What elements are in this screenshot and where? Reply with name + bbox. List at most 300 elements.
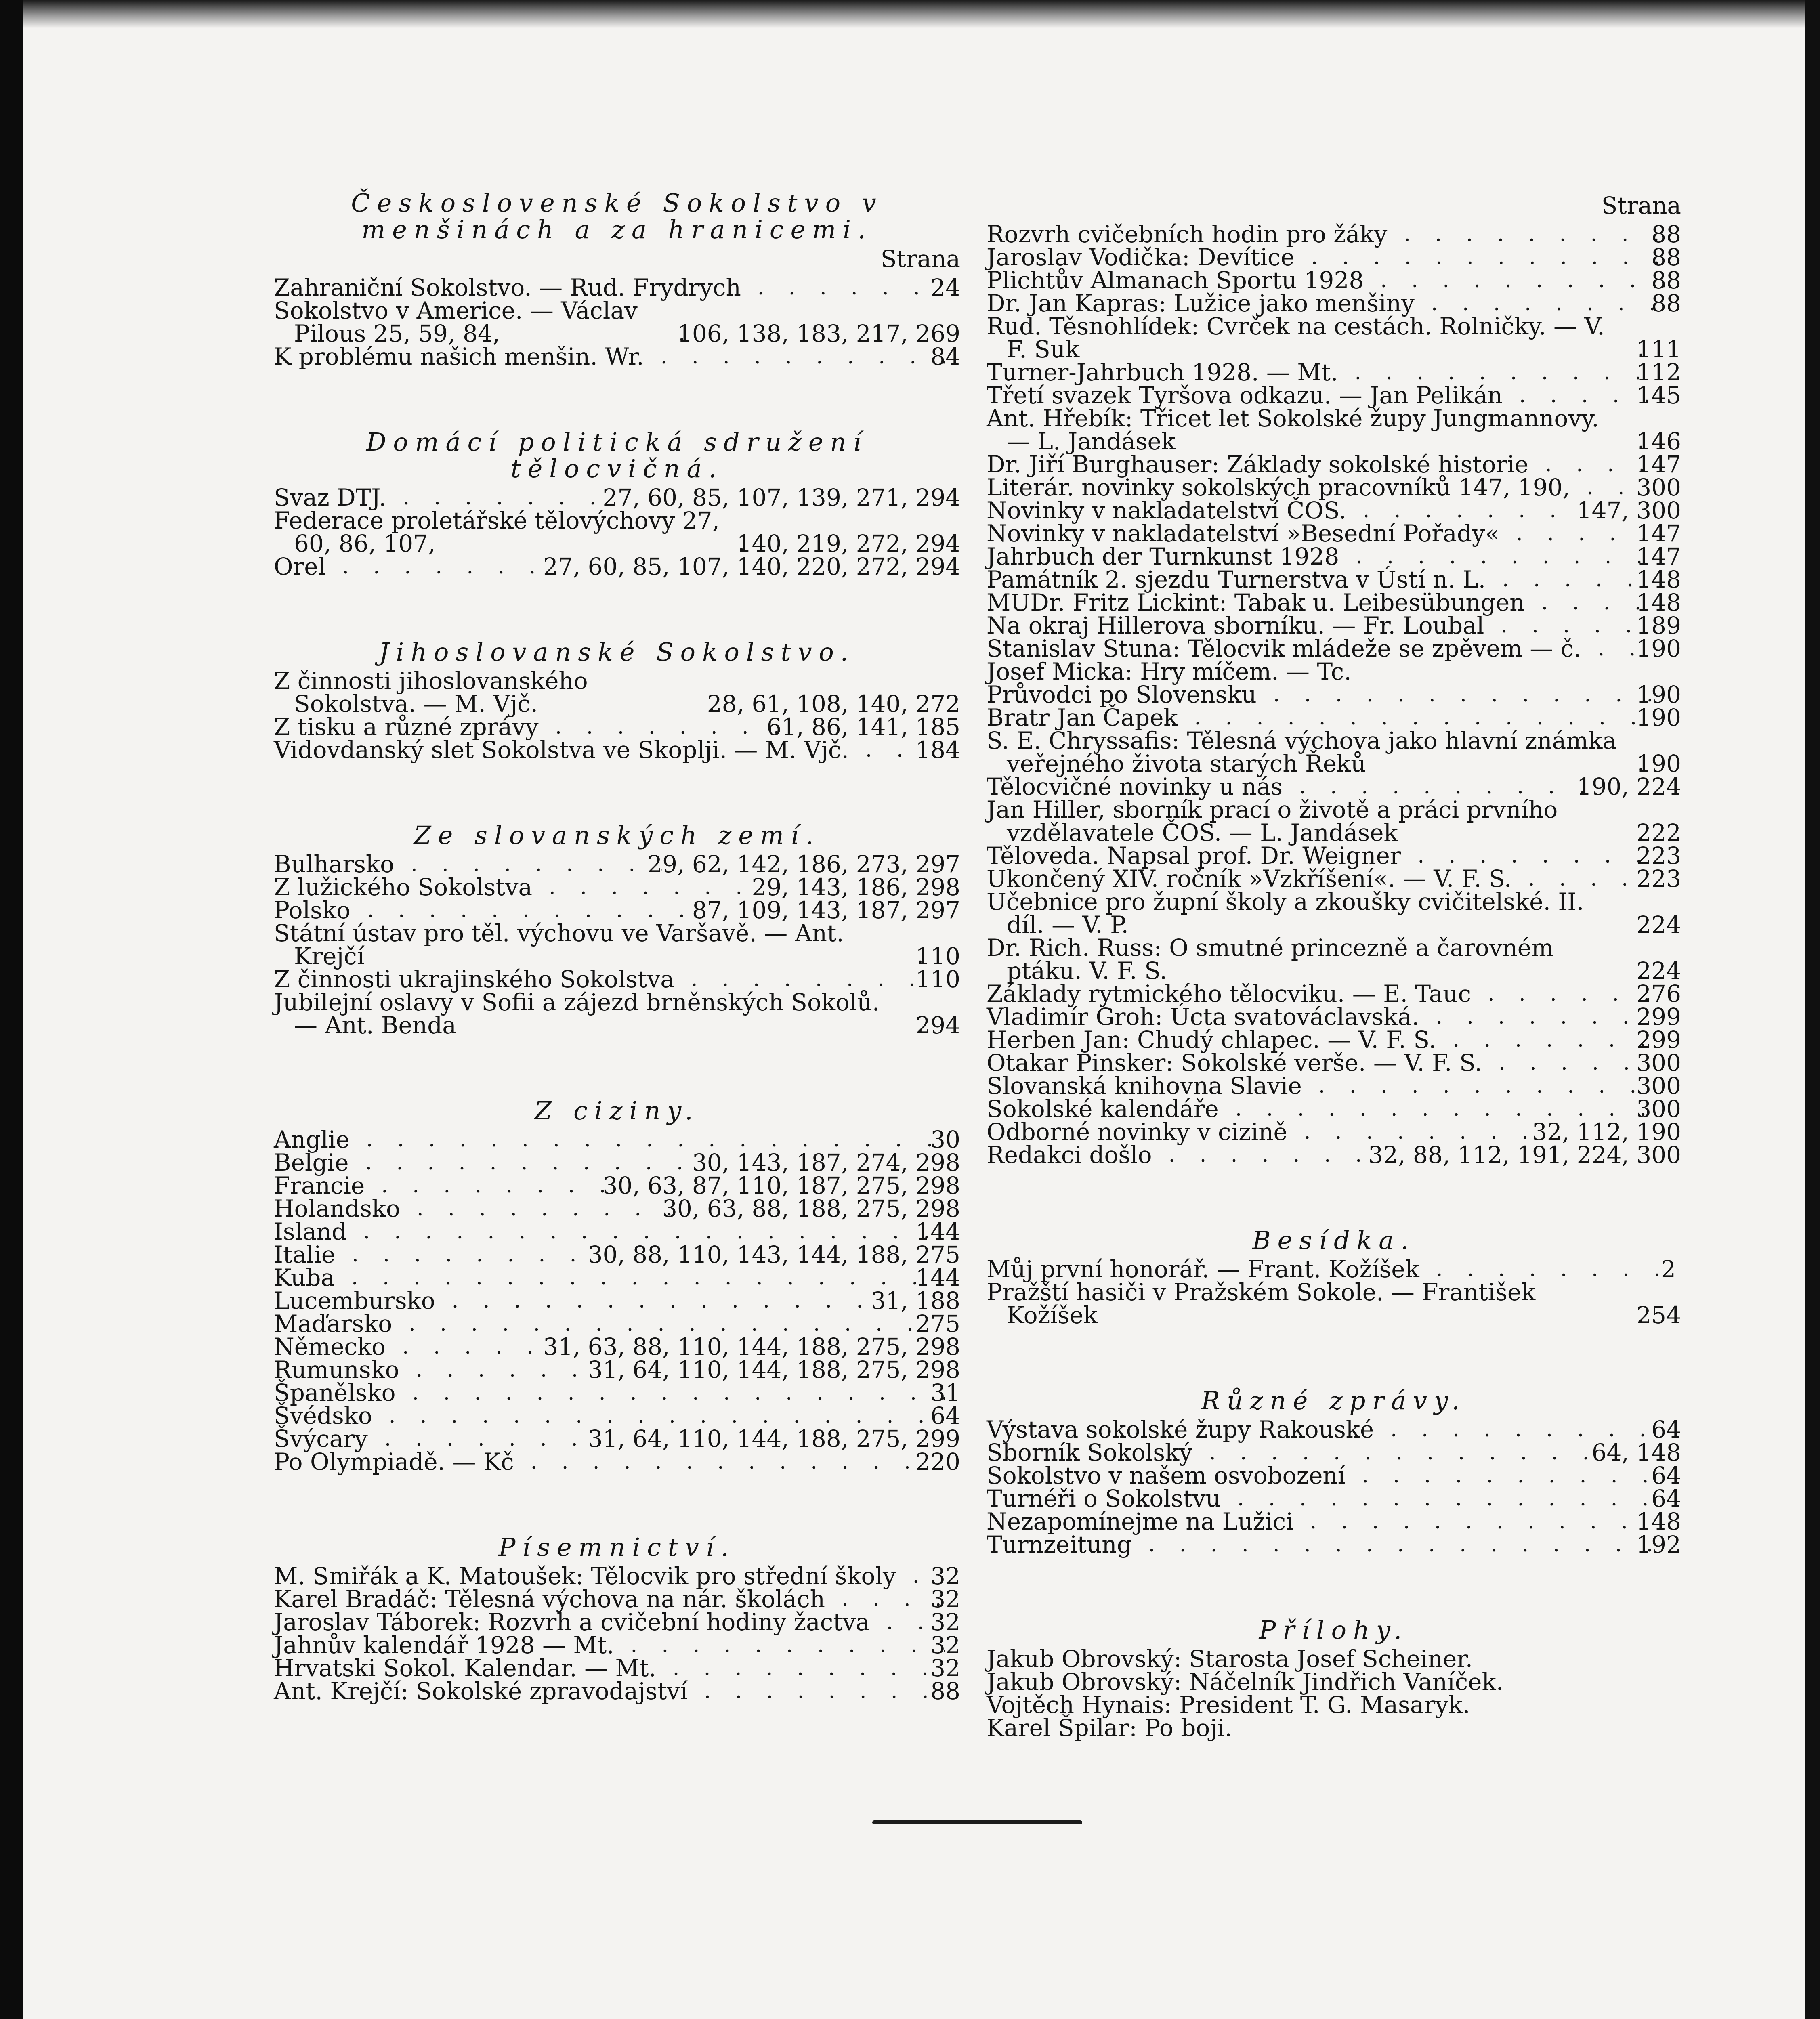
entry-title: Dr. Jiří Burghauser: Základy sokolské historie — [987, 451, 1529, 478]
entry-title: Státní ústav pro těl. výchovu ve Varšavě. — Ant. Krejčí — [274, 919, 844, 970]
index-entry — [987, 1026, 1681, 1054]
entry-pages: 31, 63, 88, 110, 144, 188, 275, 298 — [543, 1333, 960, 1360]
entry-pages: 148 — [1636, 1508, 1681, 1535]
entry-title: Vojtěch Hynais: President T. G. Masaryk. — [987, 1691, 1470, 1719]
dot-leader — [331, 555, 558, 578]
index-entry — [987, 775, 1681, 798]
dot-leader — [392, 486, 617, 509]
dot-leader — [406, 1197, 677, 1220]
entry-pages: 276 — [1636, 980, 1681, 1007]
entry-title: Z lužického Sokolstva — [274, 873, 533, 901]
section-heading: Různé zprávy. — [1201, 1386, 1467, 1415]
index-entry — [987, 1487, 1681, 1510]
entry-pages: 190, 224 — [1576, 773, 1681, 800]
index-entry — [987, 1418, 1681, 1441]
index-entry — [987, 660, 1681, 683]
dot-leader — [1517, 867, 1651, 890]
index-entry — [987, 1141, 1681, 1169]
index-entry — [987, 384, 1681, 407]
dot-leader — [1308, 1075, 1651, 1098]
dot-leader — [1393, 223, 1666, 246]
index-entry — [987, 243, 1681, 271]
entry-title: Odborné novinky v cizině — [987, 1118, 1287, 1146]
dot-leader — [1369, 269, 1666, 292]
index-entry — [987, 1464, 1681, 1487]
entry-title: Island — [274, 1218, 347, 1245]
index-entry — [987, 1072, 1681, 1100]
section-heading: Ze slovanských zemí. — [414, 821, 821, 850]
entry-title: Svaz DTJ. — [274, 484, 386, 511]
entry-pages: 189 — [1636, 612, 1681, 639]
dot-leader — [391, 1335, 558, 1358]
index-entry — [274, 555, 960, 578]
dot-leader — [400, 853, 662, 876]
index-entry — [274, 1654, 960, 1682]
entry-pages: 147 — [1636, 543, 1681, 570]
index-entry — [987, 1118, 1681, 1146]
section-heading: Československé Sokolstvo v menšinách a za hranicemi. — [351, 188, 883, 244]
dot-leader — [1226, 1487, 1666, 1510]
index-entry — [274, 299, 960, 345]
entry-title: Rud. Těsnohlídek: Cvrček na cestách. Rolničky. — V. F. Suk — [987, 313, 1605, 363]
entry-pages: 32, 112, 190 — [1532, 1118, 1681, 1146]
index-entry — [274, 1312, 960, 1335]
dot-leader — [378, 1404, 945, 1427]
entry-title: Hrvatski Sokol. Kalendar. — Mt. — [274, 1654, 656, 1682]
index-entry — [274, 1427, 960, 1450]
dot-leader — [1425, 1258, 1675, 1281]
entry-pages: 184 — [915, 736, 960, 764]
entry-title: Základy rytmického tělocviku. — E. Tauc — [987, 980, 1472, 1007]
section-heading: Z ciziny. — [534, 1096, 700, 1125]
entry-list — [274, 850, 960, 1039]
index-entry — [274, 991, 960, 1037]
index-entry — [987, 591, 1681, 614]
index-entry — [274, 1631, 960, 1659]
index-section — [987, 192, 1681, 1167]
index-entry — [274, 1335, 960, 1358]
index-section — [274, 1098, 960, 1473]
index-entry — [987, 545, 1681, 568]
entry-pages: 32, 88, 112, 191, 224, 300 — [1368, 1141, 1681, 1169]
entry-pages: 222 — [1636, 819, 1681, 846]
section-heading: Besídka. — [1252, 1226, 1415, 1255]
dot-leader — [650, 345, 945, 368]
index-entry — [987, 453, 1681, 476]
entry-pages: 144 — [915, 1218, 960, 1245]
entry-title: Polsko — [274, 896, 351, 924]
index-section — [987, 1227, 1681, 1327]
index-entry — [274, 1243, 960, 1266]
entry-pages: 192 — [1636, 1531, 1681, 1558]
entry-title: Jan Hiller, sborník prací o životě a práci prvního vzdělavatele ČOS. — L. Jandásek — [987, 796, 1558, 846]
index-entry — [274, 1174, 960, 1197]
entry-pages: 88 — [1651, 220, 1681, 248]
dot-leader — [370, 1174, 617, 1197]
index-entry — [987, 407, 1681, 453]
entry-title: Belgie — [274, 1149, 349, 1176]
entry-title: Karel Špilar: Po boji. — [987, 1714, 1232, 1742]
entry-title: Španělsko — [274, 1379, 396, 1406]
entry-title: Maďarsko — [274, 1310, 393, 1337]
index-right-column — [987, 190, 1681, 1800]
entry-pages: 29, 143, 186, 298 — [752, 873, 960, 901]
entry-title: Zahraniční Sokolstvo. — Rud. Frydrych — [274, 274, 741, 301]
index-entry — [274, 1128, 960, 1151]
index-section — [274, 429, 960, 578]
dot-leader — [1442, 1028, 1651, 1051]
index-entry — [987, 292, 1681, 315]
dot-leader — [831, 1588, 945, 1611]
entry-pages: 148 — [1636, 566, 1681, 593]
entry-title: Ukončený XIV. ročník »Vzkříšení«. — V. F. S. — [987, 865, 1512, 892]
entry-pages: 32 — [930, 1631, 960, 1659]
entry-title: Jahnův kalendář 1928 — Mt. — [274, 1631, 614, 1659]
entry-title: Redakci došlo — [987, 1141, 1152, 1169]
entry-title: Z tisku a různé zprávy — [274, 713, 539, 741]
entry-pages: 30 — [930, 1126, 960, 1153]
index-entry — [987, 1533, 1681, 1556]
index-entry — [274, 736, 960, 764]
entry-list — [987, 220, 1681, 1169]
entry-pages: 31, 64, 110, 144, 188, 275, 298 — [588, 1356, 960, 1383]
entry-pages: 30, 63, 88, 188, 275, 298 — [662, 1195, 960, 1222]
index-entry — [987, 982, 1681, 1005]
entry-title: Dr. Jan Kapras: Lužice jako menšiny — [987, 290, 1415, 317]
entry-title: Můj první honorář. — Frant. Kožíšek — [987, 1255, 1419, 1283]
entry-title: Orel — [274, 553, 326, 580]
entry-title: Na okraj Hillerova sborníku. — Fr. Loubal — [987, 612, 1484, 639]
index-entry — [274, 873, 960, 901]
entry-pages: 64 — [1651, 1462, 1681, 1489]
entry-title: Památník 2. sjezdu Turnerstva v Ústí n. L. — [987, 566, 1486, 593]
dot-leader — [341, 1243, 602, 1266]
entry-title: Otakar Pinsker: Sokolské verše. — V. F. S. — [987, 1049, 1482, 1077]
entry-pages: 110 — [915, 965, 960, 993]
dot-leader — [1288, 775, 1591, 798]
index-entry — [987, 568, 1681, 591]
entry-pages: 111 — [1636, 336, 1681, 363]
entry-title: Kuba — [274, 1264, 335, 1291]
index-entry — [987, 890, 1681, 936]
entry-pages: 190 — [1636, 681, 1681, 708]
entry-title: Bulharsko — [274, 850, 395, 878]
entry-title: Turnéři o Sokolstvu — [987, 1485, 1221, 1512]
index-entry — [987, 522, 1681, 545]
dot-leader — [680, 968, 930, 991]
index-entry — [987, 798, 1681, 844]
index-entry — [274, 965, 960, 993]
entry-title: Pražští hasiči v Pražském Sokole. — František Kožíšek — [987, 1278, 1536, 1329]
entry-title: Anglie — [274, 1126, 350, 1153]
index-entry — [987, 499, 1681, 522]
dot-leader — [662, 1657, 945, 1680]
index-entry — [274, 1151, 960, 1174]
entry-pages: 223 — [1636, 842, 1681, 869]
entry-title: Josef Micka: Hry míčem. — Tc. — [987, 658, 1352, 685]
dot-leader — [1425, 1005, 1651, 1028]
index-entry — [987, 220, 1681, 248]
entry-title: Karel Bradáč: Tělesná výchova na nár. školách — [274, 1585, 825, 1613]
entry-title: Literár. novinky sokolských pracovníků 147, 190, — [987, 474, 1570, 501]
entry-title: Vladimír Groh: Úcta svatováclavská. — [987, 1003, 1419, 1030]
index-entry — [987, 1051, 1681, 1075]
entry-pages: 24 — [930, 274, 960, 301]
dot-leader — [520, 1450, 930, 1473]
index-entry — [987, 1645, 1681, 1673]
index-entry — [987, 844, 1681, 867]
index-entry — [274, 713, 960, 741]
entry-title: Slovanská knihovna Slavie — [987, 1072, 1302, 1100]
entry-pages: 64 — [1651, 1485, 1681, 1512]
dot-leader — [441, 1289, 886, 1312]
entry-pages: 112 — [1636, 359, 1681, 386]
index-entry — [274, 1220, 960, 1243]
entry-title: Herben Jan: Chudý chlapec. — V. F. S. — [987, 1026, 1436, 1054]
entry-title: Ant. Krejčí: Sokolské zpravodajství — [274, 1677, 688, 1705]
index-entry — [274, 1585, 960, 1613]
entry-pages: 88 — [1651, 290, 1681, 317]
dot-leader — [1352, 499, 1591, 522]
index-entry — [274, 486, 960, 509]
entry-pages: 190 — [1636, 750, 1681, 777]
dot-leader — [355, 1151, 707, 1174]
index-entry — [987, 683, 1681, 706]
index-entry: Můj první honorář. — Frant. Kožíšek . . . 2 — [987, 1258, 1681, 1281]
entry-title: Třetí svazek Tyršova odkazu. — Jan Pelikán — [987, 382, 1503, 409]
index-section — [274, 1534, 960, 1703]
entry-title: Turnzeitung — [987, 1531, 1132, 1558]
entry-title: Plichtův Almanach Sportu 1928 — [987, 267, 1364, 294]
entry-pages: 294 — [915, 1012, 960, 1039]
entry-pages: 300 — [1636, 1049, 1681, 1077]
entry-title: Švédsko — [274, 1402, 372, 1429]
entry-title: Holandsko — [274, 1195, 400, 1222]
dot-leader — [1508, 384, 1651, 407]
entry-title: Z činnosti jihoslovanského Sokolstva. — M. Vjč. — [274, 667, 588, 718]
entry-title: Jaroslav Táborek: Rozvrh a cvičební hodiny žactva — [274, 1608, 870, 1636]
dot-leader — [1530, 591, 1651, 614]
index-entry — [274, 1266, 960, 1289]
index-entry — [274, 896, 960, 924]
entry-pages: 145 — [1636, 382, 1681, 409]
entry-pages: 190 — [1636, 704, 1681, 731]
entry-pages: 148 — [1636, 589, 1681, 616]
entry-title: Novinky v nakladatelství »Besední Pořady« — [987, 520, 1500, 547]
entry-pages: 88 — [1651, 243, 1681, 271]
entry-title: Jubilejní oslavy v Sofii a zájezd brněnských Sokolů. — Ant. Benda — [274, 989, 880, 1039]
entry-title: Bratr Jan Čapek — [987, 704, 1178, 731]
page-column-header: Strana — [880, 245, 960, 273]
entry-title: Těloveda. Napsal prof. Dr. Weigner — [987, 842, 1401, 869]
entry-title: Italie — [274, 1241, 336, 1268]
dot-leader — [620, 1634, 945, 1657]
entry-pages: 144 — [915, 1264, 960, 1291]
entry-title: Vidovdanský slet Sokolstva ve Skoplji. — M. Vjč. — [274, 736, 849, 764]
index-section — [274, 639, 960, 762]
dot-leader — [352, 1220, 930, 1243]
index-entry — [987, 637, 1681, 660]
entry-title: Sokolstvo v našem osvobození — [987, 1462, 1346, 1489]
entry-title: Rozvrh cvičebních hodin pro žáky — [987, 220, 1388, 248]
entry-pages: 220 — [915, 1448, 960, 1475]
entry-pages: 299 — [1636, 1026, 1681, 1054]
index-entry — [987, 706, 1681, 729]
entry-pages: 147 — [1636, 451, 1681, 478]
index-entry — [274, 1197, 960, 1220]
entry-pages: 61, 86, 141, 185 — [766, 713, 960, 741]
dot-leader — [1407, 844, 1651, 867]
entry-title: S. E. Chryssafis: Tělesná výchova jako hlavní známka veřejného života starých Řeků — [987, 727, 1616, 777]
entry-title: Učebnice pro župní školy a zkoušky cvičitelské. II. díl. — V. P. — [987, 888, 1584, 938]
entry-pages: 140, 219, 272, 294 — [737, 530, 960, 557]
index-section — [987, 1387, 1681, 1556]
index-entry — [987, 1668, 1681, 1696]
dot-leader — [405, 1358, 602, 1381]
dot-leader — [398, 1312, 930, 1335]
dot-leader — [1262, 683, 1651, 706]
entry-pages: 32 — [930, 1585, 960, 1613]
entry-title: Francie — [274, 1172, 365, 1199]
index-entry — [987, 1095, 1681, 1123]
entry-pages: 87, 109, 143, 187, 297 — [692, 896, 960, 924]
entry-title: Výstava sokolské župy Rakouské — [987, 1416, 1374, 1443]
index-entry — [274, 345, 960, 368]
entry-pages: 300 — [1636, 474, 1681, 501]
dot-leader — [1345, 545, 1651, 568]
dot-leader — [1299, 1510, 1651, 1533]
index-section — [274, 822, 960, 1037]
entry-pages: 31, 64, 110, 144, 188, 275, 299 — [588, 1425, 960, 1452]
entry-pages: 190 — [1636, 635, 1681, 662]
dot-leader — [538, 876, 766, 899]
index-entry — [987, 1691, 1681, 1719]
dot-leader — [1351, 1464, 1666, 1487]
entry-title: Jakub Obrovský: Náčelník Jindřich Vaníček. — [987, 1668, 1504, 1696]
entry-list — [274, 486, 960, 578]
dot-leader — [356, 899, 707, 922]
section-heading: Písemnictví. — [498, 1532, 736, 1562]
dot-leader — [1379, 1418, 1666, 1441]
scan-right-edge — [1805, 0, 1820, 2019]
index-entry — [987, 614, 1681, 637]
dot-leader — [1138, 1533, 1651, 1556]
entry-title: Švýcary — [274, 1425, 368, 1452]
index-entry — [987, 1278, 1681, 1329]
entry-pages: 31, 188 — [871, 1287, 960, 1314]
dot-leader — [1505, 522, 1651, 545]
entry-pages: 29, 62, 142, 186, 273, 297 — [647, 850, 960, 878]
dot-leader — [355, 1128, 945, 1151]
index-entry — [274, 1381, 960, 1404]
entry-title: Sokolstvo v Americe. — Václav Pilous 25, 59, 84, — [274, 297, 638, 347]
entry-list — [274, 1562, 960, 1705]
dot-leader — [1420, 292, 1666, 315]
entry-title: Sborník Sokolský — [987, 1439, 1192, 1466]
entry-pages: 275 — [915, 1310, 960, 1337]
index-entry — [987, 1510, 1681, 1533]
dot-leader — [1158, 1144, 1383, 1167]
scan-left-edge — [0, 0, 23, 2019]
entry-title: Nezapomínejme na Lužici — [987, 1508, 1293, 1535]
entry-pages: 27, 60, 85, 107, 139, 271, 294 — [602, 484, 960, 511]
dot-leader — [1477, 982, 1651, 1005]
entry-title: Novinky v nakladatelství ČOS. — [987, 497, 1346, 524]
entry-title: Z činnosti ukrajinského Sokolstva — [274, 965, 674, 993]
entry-pages: 146 — [1636, 428, 1681, 455]
index-entry — [987, 936, 1681, 982]
index-entry — [274, 919, 960, 970]
dot-leader — [1293, 1121, 1547, 1144]
dot-leader — [1490, 614, 1651, 637]
entry-pages: 64, 148 — [1591, 1439, 1681, 1466]
end-rule — [872, 1820, 1082, 1824]
entry-list — [987, 1645, 1681, 1742]
entry-pages: 106, 138, 183, 217, 269 — [677, 320, 960, 347]
index-entry — [274, 850, 960, 878]
entry-title: K problému našich menšin. Wr. — [274, 343, 644, 370]
page-column-header: Strana — [1601, 192, 1681, 219]
index-entry — [987, 476, 1681, 499]
entry-title: Průvodci po Slovensku — [987, 681, 1257, 708]
dot-leader — [1198, 1441, 1606, 1464]
entry-pages: 147 — [1636, 520, 1681, 547]
index-entry — [274, 1404, 960, 1427]
entry-pages: 299 — [1636, 1003, 1681, 1030]
entry-title: Německo — [274, 1333, 386, 1360]
entry-pages: 88 — [930, 1677, 960, 1705]
entry-pages: 64 — [930, 1402, 960, 1429]
entry-title: Ant. Hřebík: Třicet let Sokolské župy Jungmannovy. — L. Jandásek — [987, 405, 1599, 455]
index-entry — [987, 729, 1681, 775]
dot-leader — [1488, 1051, 1651, 1075]
index-section — [274, 190, 960, 368]
entry-title: Jahrbuch der Turnkunst 1928 — [987, 543, 1339, 570]
index-entry — [274, 1289, 960, 1312]
entry-list — [987, 1255, 1681, 1329]
entry-title: Sokolské kalendáře — [987, 1095, 1219, 1123]
entry-title: M. Smiřák a K. Matoušek: Tělocvik pro střední školy — [274, 1562, 896, 1590]
index-entry — [987, 1441, 1681, 1464]
entry-pages: 223 — [1636, 865, 1681, 892]
dot-leader — [374, 1427, 602, 1450]
index-entry — [987, 867, 1681, 890]
entry-pages: 300 — [1636, 1072, 1681, 1100]
entry-pages: 224 — [1636, 957, 1681, 984]
scan-top-edge — [0, 0, 1820, 28]
dot-leader — [747, 276, 945, 299]
index-left-column — [274, 190, 960, 1763]
entry-title: Stanislav Stuna: Tělocvik mládeže se zpěvem — č. — [987, 635, 1581, 662]
entry-title: Jakub Obrovský: Starosta Josef Scheiner. — [987, 1645, 1473, 1673]
index-entry — [274, 1608, 960, 1636]
entry-pages: 147, 300 — [1576, 497, 1681, 524]
index-entry — [274, 1358, 960, 1381]
section-heading: Domácí politická sdružení tělocvičná. — [366, 427, 868, 483]
entry-pages: 224 — [1636, 911, 1681, 938]
entry-title: Turner-Jahrbuch 1928. — Mt. — [987, 359, 1338, 386]
section-heading: Přílohy. — [1259, 1615, 1409, 1645]
entry-pages: 28, 61, 108, 140, 272 — [707, 690, 960, 718]
dot-leader — [340, 1266, 930, 1289]
entry-pages: 300 — [1636, 1095, 1681, 1123]
index-entry — [987, 315, 1681, 361]
entry-pages: 30, 88, 110, 143, 144, 188, 275 — [588, 1241, 960, 1268]
entry-title: Dr. Rich. Russ: O smutné princezně a čarovném ptáku. V. F. S. — [987, 934, 1554, 984]
entry-pages: 27, 60, 85, 107, 140, 220, 272, 294 — [543, 553, 960, 580]
index-entry — [987, 1714, 1681, 1742]
index-entry — [274, 667, 960, 718]
